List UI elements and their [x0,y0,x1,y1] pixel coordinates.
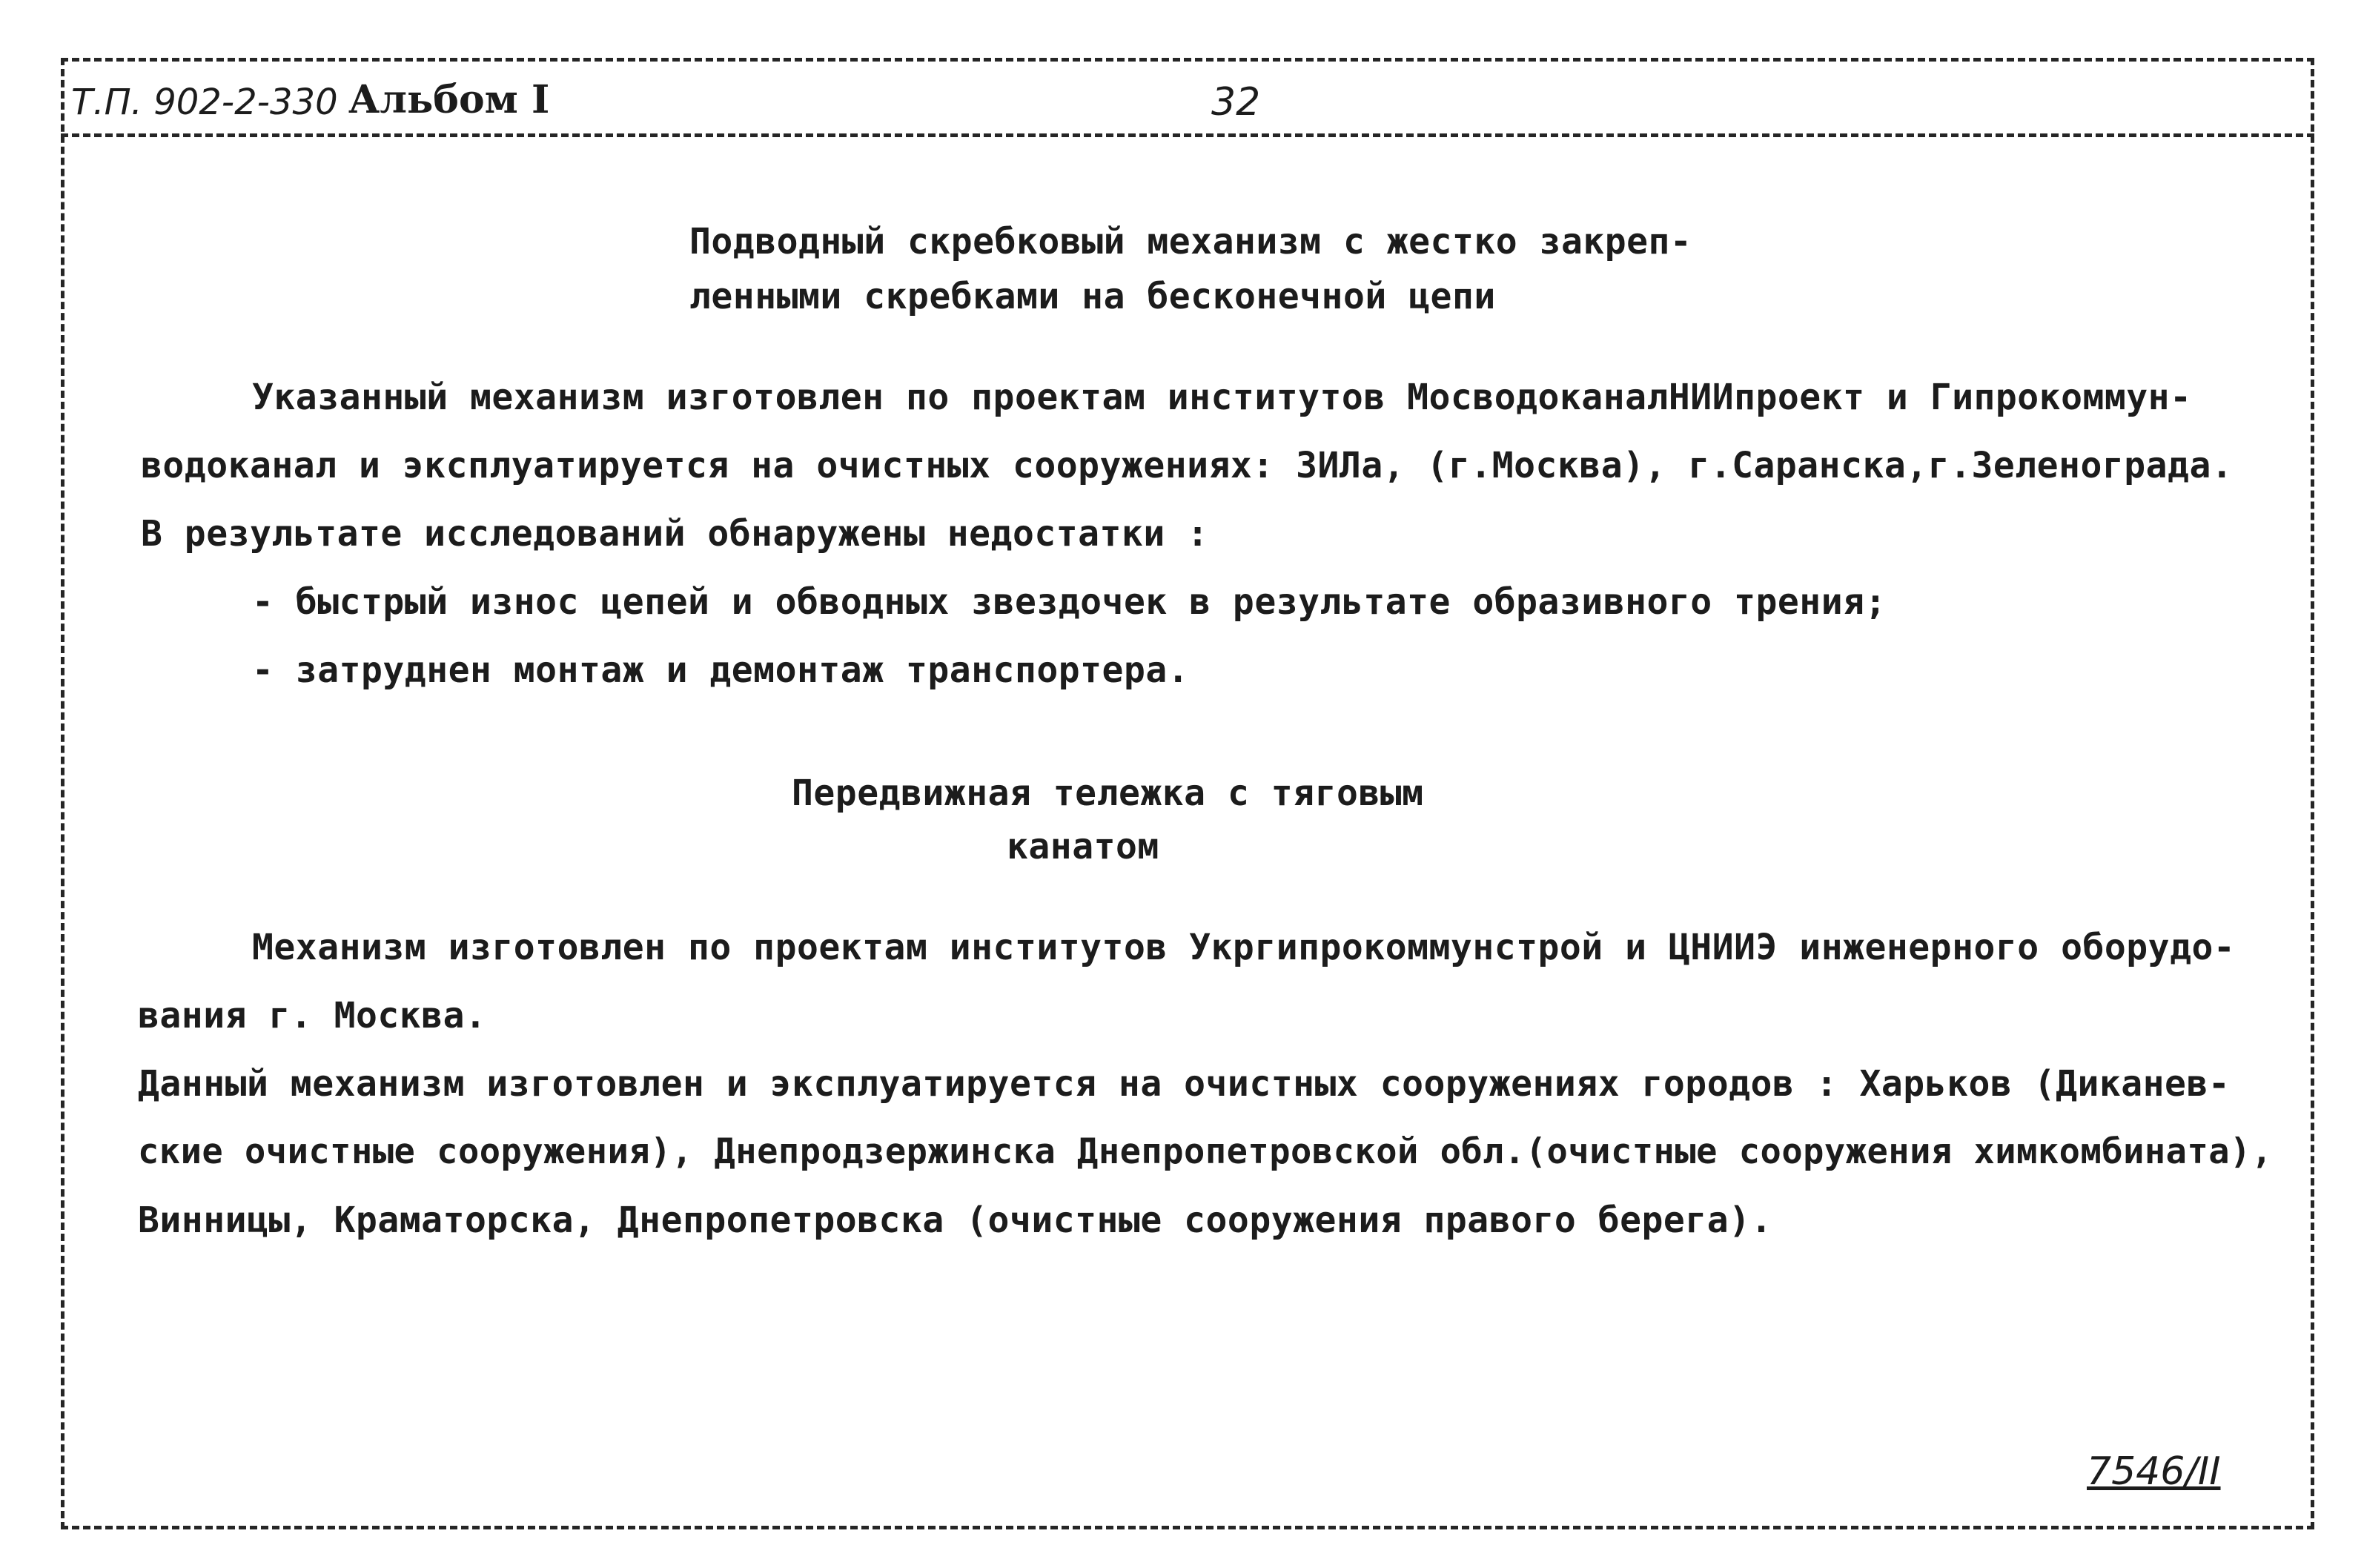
section2-paragraph1-line2: вания г. Москва. [138,995,487,1036]
section1-title-line1: Подводный скребковый механизм с жестко закреп- [689,221,1692,262]
project-code: Т.П. 902-2-330 [71,82,338,123]
section2-paragraph1-line1: Механизм изготовлен по проектам институтов Укргипрокоммунстрой и ЦНИИЭ инженерного оборудо- [252,927,2236,968]
section1-bullet2: - затруднен монтаж и демонтаж транспортера. [252,649,1190,691]
section1-paragraph-line3: В результате исследований обнаружены недостатки : [141,513,1209,555]
section2-paragraph2-line2: ские очистные сооружения), Днепродзержинска Днепропетровской обл.(очистные сооружения химкомбината), [138,1131,2273,1172]
section1-title-line2: ленными скребками на бесконечной цепи [689,276,1496,317]
section1-paragraph-line2: водоканал и эксплуатируется на очистных сооружениях: ЗИЛа, (г.Москва), г.Саранска,г.Зеленограда. [141,445,2234,486]
section1-bullet1: - быстрый износ цепей и обводных звездочек в результате образивного трения; [252,581,1887,623]
section2-title-line1: Передвижная тележка с тяговым [792,773,1424,814]
album-label: Альбом I [348,77,550,122]
document-number: 7546/II [2087,1449,2221,1494]
section2-paragraph2-line3: Винницы, Краматорска, Днепропетровска (очистные сооружения правого берега). [138,1200,1772,1241]
section1-paragraph-line1: Указанный механизм изготовлен по проектам институтов МосводоканалНИИпроект и Гипрокоммун- [252,377,2192,418]
header-divider [61,133,2314,137]
section2-paragraph2-line1: Данный механизм изготовлен и эксплуатируется на очистных сооружениях городов : Харьков (Диканев- [138,1063,2231,1105]
page-number: 32 [1211,80,1261,125]
section2-title-line2: канатом [1007,826,1159,867]
